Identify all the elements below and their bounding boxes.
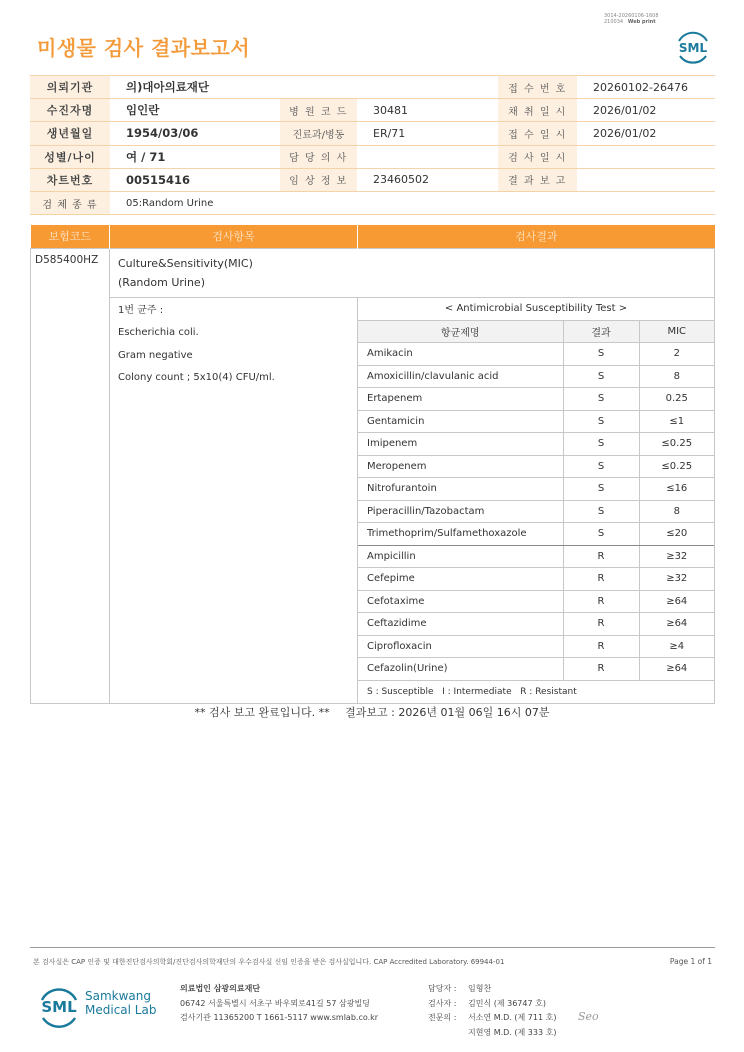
info-label: 차트번호 <box>30 168 110 191</box>
stamp-line1: 3014-20260106-1608 <box>604 13 659 19</box>
mic-value: ≥64 <box>639 613 714 636</box>
info-value: 05:Random Urine <box>110 191 715 214</box>
organism-number: 1번 균주 : <box>118 304 164 316</box>
ast-drug-row <box>358 343 714 366</box>
susceptibility-result: R <box>563 613 639 636</box>
col-header-item: 검사항목 <box>110 225 358 248</box>
organism-cell <box>110 297 358 703</box>
info-label: 성별/나이 <box>30 145 110 168</box>
mic-value: ≤16 <box>639 478 714 501</box>
institution-name: 의료법인 삼광의료재단 <box>180 984 261 993</box>
stamp-line2: 210034 <box>604 19 624 25</box>
ast-title-row <box>358 298 714 321</box>
ast-drug-row <box>358 590 714 613</box>
staff-info <box>428 982 556 1040</box>
antibiotic-name: Ciprofloxacin <box>358 635 563 658</box>
test-name-cell <box>110 248 715 297</box>
antibiotic-name: Ertapenem <box>358 388 563 411</box>
print-stamp <box>604 13 659 25</box>
antibiotic-name: Cefazolin(Urine) <box>358 658 563 681</box>
ast-legend: S : Susceptible I : Intermediate R : Resistant <box>358 680 714 703</box>
ast-row <box>31 297 715 703</box>
staff-role: 검사자 : <box>428 998 457 1008</box>
test-row <box>31 248 715 297</box>
susceptibility-result: S <box>563 343 639 366</box>
info-label: 검 사 일 시 <box>498 145 577 168</box>
col-header-code: 보험코드 <box>31 225 110 248</box>
ast-drug-row <box>358 635 714 658</box>
susceptibility-result: S <box>563 388 639 411</box>
info-value <box>577 168 715 191</box>
antibiotic-name: Piperacillin/Tazobactam <box>358 500 563 523</box>
antibiotic-name: Ceftazidime <box>358 613 563 636</box>
antibiotic-name: Gentamicin <box>358 410 563 433</box>
info-label: 진료과/병동 <box>280 122 357 145</box>
mic-value: ≤20 <box>639 523 714 546</box>
info-label: 병 원 코 드 <box>280 99 357 122</box>
signature-text: Seo <box>578 1010 599 1023</box>
completion-line <box>0 704 744 720</box>
mic-value: 2 <box>639 343 714 366</box>
info-row <box>30 76 715 99</box>
completion-message: ** 검사 보고 완료입니다. ** <box>194 706 330 719</box>
ast-table <box>358 298 714 703</box>
info-row <box>30 168 715 191</box>
logo-bottom-text: SML <box>41 998 77 1016</box>
report-time: 결과보고 : 2026년 01월 06일 16시 07분 <box>345 706 550 719</box>
info-row <box>30 145 715 168</box>
info-label: 수진자명 <box>30 99 110 122</box>
institution-contact: 검사기관 11365200 T 1661-5117 www.smlab.co.kr <box>180 1013 379 1022</box>
patient-info-table <box>30 75 715 215</box>
results-header-row <box>31 225 715 248</box>
accreditation-note: 본 검사실은 CAP 인증 및 대한진단검사의학회/진단검사의학재단의 우수검사실 신임 인증을 받은 검사실입니다. CAP Accredited Laboratory. 69944-01 <box>33 958 505 966</box>
ast-legend-row <box>358 680 714 703</box>
ast-drug-row <box>358 433 714 456</box>
staff-role <box>428 1026 468 1041</box>
info-label: 채 취 일 시 <box>498 99 577 122</box>
institution-info <box>180 982 378 1026</box>
susceptibility-result: R <box>563 590 639 613</box>
col-header-result: 검사결과 <box>358 225 715 248</box>
ast-title: < Antimicrobial Susceptibility Test > <box>358 298 714 321</box>
ast-body <box>358 343 714 681</box>
ast-drug-row <box>358 523 714 546</box>
organism-gram: Gram negative <box>118 349 193 361</box>
ast-drug-row <box>358 478 714 501</box>
info-value: ER/71 <box>357 122 498 145</box>
info-value <box>577 145 715 168</box>
ast-header-result: 결과 <box>563 320 639 343</box>
antibiotic-name: Nitrofurantoin <box>358 478 563 501</box>
ast-drug-row <box>358 455 714 478</box>
info-value: 임인란 <box>110 99 280 122</box>
info-value: 1954/03/06 <box>110 122 280 145</box>
mic-value: ≥32 <box>639 568 714 591</box>
mic-value: 8 <box>639 500 714 523</box>
ast-drug-row <box>358 365 714 388</box>
organism-count: Colony count ; 5x10(4) CFU/ml. <box>118 372 275 383</box>
mic-value: 8 <box>639 365 714 388</box>
ast-header-row <box>358 320 714 343</box>
susceptibility-result: S <box>563 455 639 478</box>
mic-value: ≤0.25 <box>639 433 714 456</box>
ast-header-drug: 항균제명 <box>358 320 563 343</box>
logo-line2: Medical Lab <box>85 1003 157 1017</box>
susceptibility-result: R <box>563 658 639 681</box>
staff-name: 서소연 M.D. (제 711 호) <box>468 1013 557 1022</box>
organism-name: Escherichia coli. <box>118 327 199 338</box>
antibiotic-name: Trimethoprim/Sulfamethoxazole <box>358 523 563 546</box>
mic-value: ≥64 <box>639 590 714 613</box>
info-row <box>30 122 715 145</box>
mic-value: 0.25 <box>639 388 714 411</box>
stamp-print: Web print <box>627 19 656 25</box>
ast-cell <box>358 297 715 703</box>
info-label: 임 상 정 보 <box>280 168 357 191</box>
info-value: 2026/01/02 <box>577 122 715 145</box>
antibiotic-name: Meropenem <box>358 455 563 478</box>
staff-row <box>428 982 556 997</box>
info-label: 접 수 번 호 <box>498 76 577 99</box>
staff-row <box>428 1026 556 1041</box>
samkwang-logo-icon <box>36 983 82 1029</box>
info-row <box>30 191 715 214</box>
test-name: Culture&Sensitivity(MIC) <box>118 256 253 270</box>
page-title: 미생물 검사 결과보고서 <box>37 36 251 60</box>
susceptibility-result: R <box>563 545 639 568</box>
info-row <box>30 99 715 122</box>
logo-line1: Samkwang <box>85 989 151 1003</box>
info-value: 여 / 71 <box>110 145 280 168</box>
ast-drug-row <box>358 410 714 433</box>
mic-value: ≥64 <box>639 658 714 681</box>
ast-drug-row <box>358 613 714 636</box>
handwritten-signature <box>578 1010 599 1024</box>
samkwang-logo-text <box>85 989 156 1017</box>
ast-drug-row <box>358 388 714 411</box>
mic-value: ≥4 <box>639 635 714 658</box>
susceptibility-result: S <box>563 410 639 433</box>
mic-value: ≤1 <box>639 410 714 433</box>
info-label: 의뢰기관 <box>30 76 110 99</box>
logo-top-text: SML <box>678 41 708 55</box>
info-value: 30481 <box>357 99 498 122</box>
info-label: 접 수 일 시 <box>498 122 577 145</box>
mic-value: ≥32 <box>639 545 714 568</box>
ast-header-mic: MIC <box>639 320 714 343</box>
antibiotic-name: Ampicillin <box>358 545 563 568</box>
info-value: 의)대아의료재단 <box>110 76 498 99</box>
susceptibility-result: S <box>563 500 639 523</box>
ast-drug-row <box>358 545 714 568</box>
staff-row <box>428 1011 556 1026</box>
info-label: 담 당 의 사 <box>280 145 357 168</box>
susceptibility-result: S <box>563 365 639 388</box>
page-number: Page 1 of 1 <box>669 957 712 966</box>
info-value <box>357 145 498 168</box>
susceptibility-result: R <box>563 568 639 591</box>
info-label: 생년월일 <box>30 122 110 145</box>
susceptibility-result: R <box>563 635 639 658</box>
info-label: 검 체 종 류 <box>30 191 110 214</box>
info-value: 23460502 <box>357 168 498 191</box>
antibiotic-name: Amoxicillin/clavulanic acid <box>358 365 563 388</box>
info-value: 2026/01/02 <box>577 99 715 122</box>
info-value: 00515416 <box>110 168 280 191</box>
ast-drug-row <box>358 500 714 523</box>
antibiotic-name: Imipenem <box>358 433 563 456</box>
antibiotic-name: Cefepime <box>358 568 563 591</box>
antibiotic-name: Amikacin <box>358 343 563 366</box>
susceptibility-result: S <box>563 478 639 501</box>
staff-role: 담당자 : <box>428 984 457 993</box>
antibiotic-name: Cefotaxime <box>358 590 563 613</box>
staff-name: 김민식 (제 36747 호) <box>468 998 546 1008</box>
insurance-code: D585400HZ <box>31 248 110 703</box>
results-table <box>30 225 715 704</box>
staff-role: 전문의 : <box>428 1013 457 1022</box>
institution-address: 06742 서울특별시 서초구 바우뫼로41길 57 삼광빌딩 <box>180 998 370 1008</box>
sml-logo-icon <box>674 27 712 65</box>
ast-drug-row <box>358 658 714 681</box>
info-value: 20260102-26476 <box>577 76 715 99</box>
mic-value: ≤0.25 <box>639 455 714 478</box>
susceptibility-result: S <box>563 523 639 546</box>
ast-drug-row <box>358 568 714 591</box>
footer-divider <box>30 947 715 948</box>
staff-name: 지현영 M.D. (제 333 호) <box>468 1027 557 1037</box>
staff-row <box>428 997 556 1012</box>
info-label: 결 과 보 고 <box>498 168 577 191</box>
susceptibility-result: S <box>563 433 639 456</box>
staff-name: 임형찬 <box>468 984 492 993</box>
test-specimen: (Random Urine) <box>118 275 205 289</box>
